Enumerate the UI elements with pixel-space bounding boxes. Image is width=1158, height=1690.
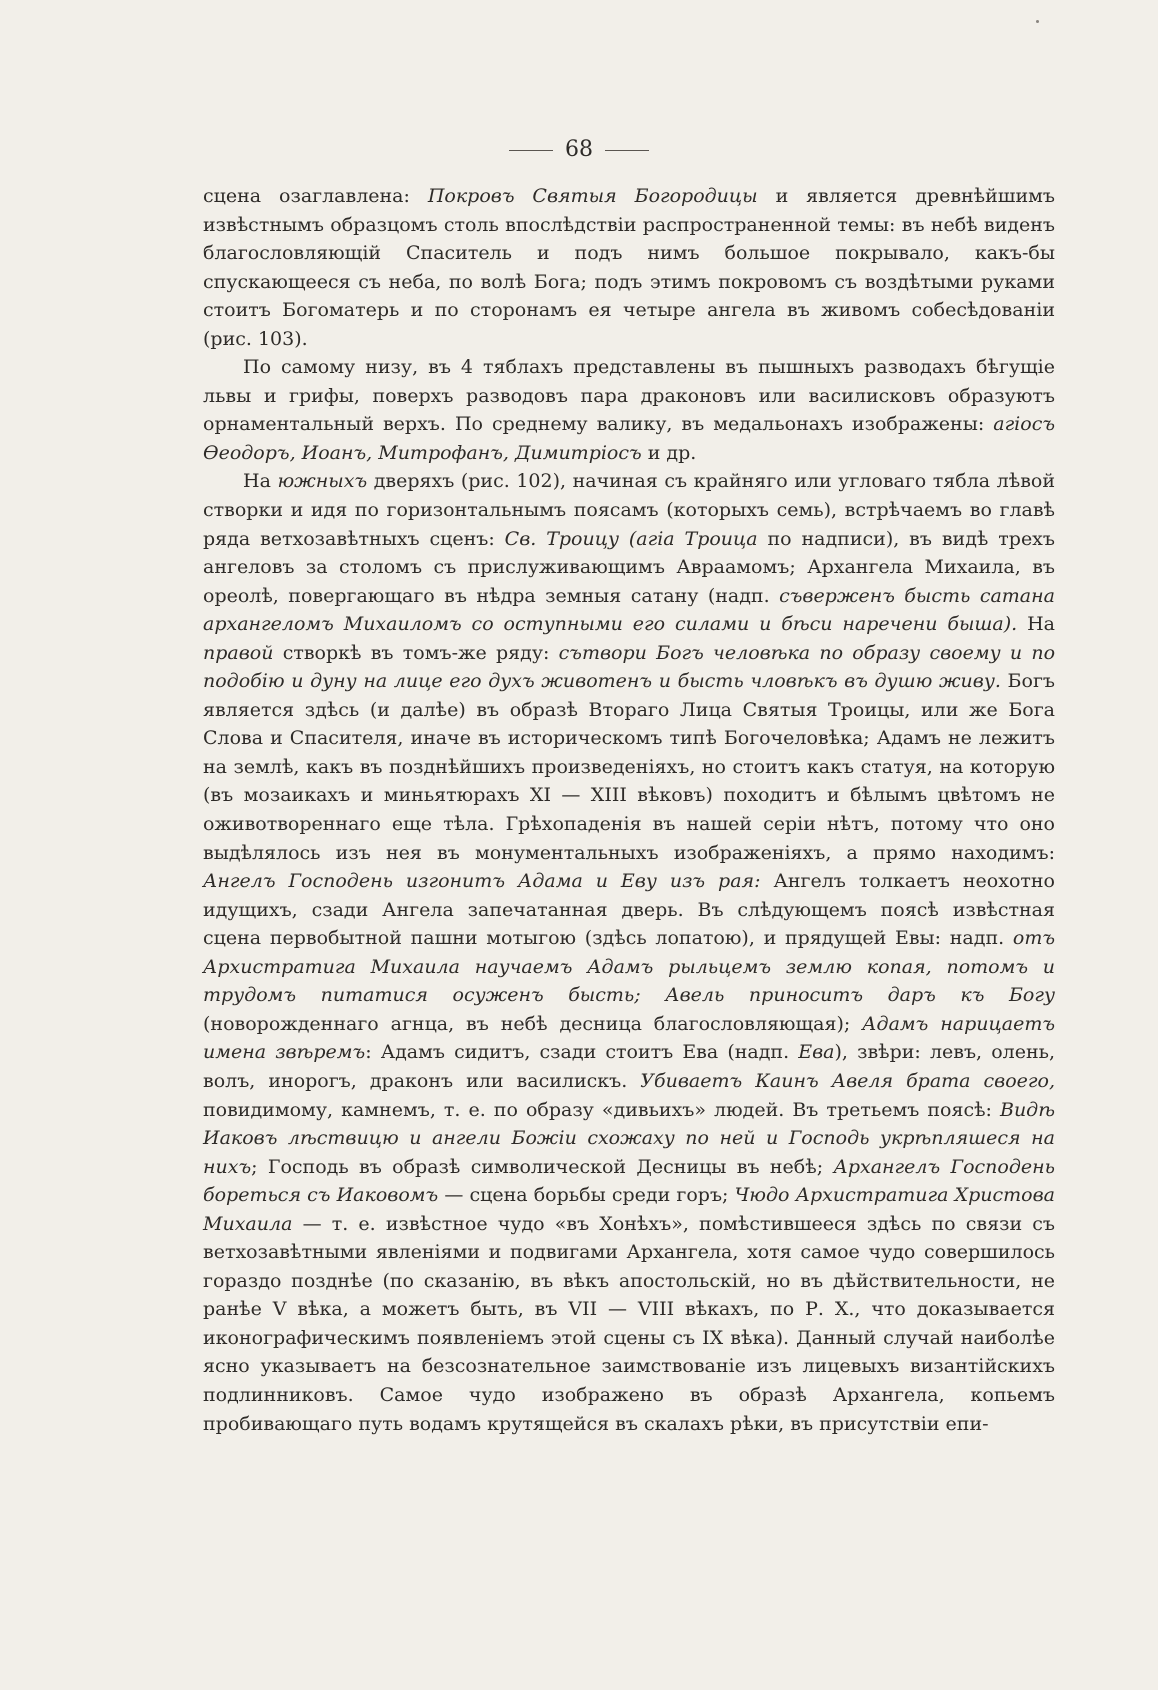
text-run: створкѣ въ томъ-же ряду: bbox=[273, 641, 559, 664]
text-run: ; Господь въ образѣ символической Десницы въ небѣ; bbox=[251, 1155, 834, 1178]
italic-text: южныхъ bbox=[277, 470, 368, 493]
text-run: (новорожденнаго агнца, въ небѣ десница благословляющая); bbox=[203, 1012, 863, 1035]
italic-text: Архангелъ Господень бореться съ Иаковомъ bbox=[203, 1155, 1055, 1207]
italic-text: отъ Архистратига Михаила научаемъ Адамъ рыльцемъ землю копая, потомъ и трудомъ питатися осуженъ бысть; Авель приноситъ даръ къ Богу bbox=[203, 927, 1055, 1007]
italic-text: правой bbox=[203, 641, 274, 664]
text-run: и является древнѣйшимъ извѣстнымъ образцомъ столь впослѣдствіи распространенной темы: въ небѣ виденъ благословляющій Спаситель и подъ нимъ большое покрывало, какъ-бы спускающееся съ неба, по волѣ Бога; подъ этимъ покровомъ съ воздѣтыми руками стоитъ Богоматерь и по сторонамъ ея четыре ангела въ живомъ собесѣдованіи (рис. 103). bbox=[203, 185, 1055, 350]
italic-text: Убиваетъ Каинъ Авеля брата своего, bbox=[640, 1069, 1055, 1092]
paragraph bbox=[203, 182, 1055, 353]
italic-text: Покровъ Святыя Богородицы bbox=[427, 185, 758, 207]
italic-text: Ева bbox=[798, 1041, 835, 1064]
header-rule-right bbox=[605, 150, 649, 151]
text-run: На bbox=[1017, 613, 1055, 636]
text-run: На bbox=[243, 470, 278, 493]
text-run: дверяхъ (рис. 102), начиная съ крайняго или угловаго тябла лѣвой створки и идя по горизонтальнымъ поясамъ (которыхъ семь), встрѣчаемъ во главѣ ряда ветхозавѣтныхъ сценъ: bbox=[203, 470, 1055, 550]
paper-speck bbox=[1036, 20, 1039, 23]
text-run: — т. е. извѣстное чудо «въ Хонѣхъ», помѣстившееся здѣсь по связи съ ветхозавѣтными явленіями и подвигами Архангела, хотя самое чудо совершилось гораздо позднѣе (по сказанію, въ вѣкъ апостольскій, но въ дѣйствительности, не ранѣе V вѣка, а можетъ быть, въ VII — VIII вѣкахъ, по Р. Х., что доказывается иконографическимъ появленіемъ этой сцены съ IX вѣка). Данный случай наиболѣе ясно указываетъ на безсознательное заимствованіе изъ лицевыхъ византійскихъ подлинниковъ. Самое чудо изображено въ образѣ Архангела, копьемъ пробивающаго путь водамъ крутящейся въ скалахъ рѣки, въ присутствіи епи- bbox=[203, 1212, 1055, 1435]
text-run: : Адамъ сидитъ, сзади стоитъ Ева (надп. bbox=[365, 1041, 799, 1064]
page-number: 68 bbox=[565, 137, 593, 162]
italic-text: агіосъ Ѳеодоръ, Иоанъ, Митрофанъ, Димитріосъ bbox=[203, 413, 1055, 464]
italic-text: Св. Троицу (агіа Троица bbox=[504, 527, 758, 550]
body-text bbox=[203, 182, 1055, 1438]
text-run: сцена озаглавлена: bbox=[203, 185, 428, 207]
italic-text: Ангелъ Господень изгонитъ Адама и Еву изъ рая: bbox=[203, 870, 761, 893]
paragraph bbox=[203, 467, 1055, 1438]
text-run: повидимому, камнемъ, т. е. по образу «дивьихъ» людей. Въ третьемъ поясѣ: bbox=[203, 1098, 1000, 1121]
text-run: и др. bbox=[641, 441, 697, 464]
text-run: Ангелъ толкаетъ неохотно идущихъ, сзади Ангела запечатанная дверь. Въ слѣдующемъ поясѣ извѣстная сцена первобытной пашни мотыгою (здѣсь лопатою), и прядущей Евы: надп. bbox=[203, 870, 1055, 950]
text-run: По самому низу, въ 4 тяблахъ представлены въ пышныхъ разводахъ бѣгущіе львы и грифы, поверхъ разводовъ пара драконовъ или василисковъ образуютъ орнаментальный верхъ. По среднему валику, въ медальонахъ изображены: bbox=[203, 356, 1055, 436]
text-run: по надписи), въ видѣ трехъ ангеловъ за столомъ съ прислуживающимъ Авраамомъ; Архангела Михаила, въ ореолѣ, повергающаго въ нѣдра земныя сатану (надп. bbox=[203, 527, 1055, 607]
text-run: Богъ является здѣсь (и далѣе) въ образѣ Втораго Лица Святыя Троицы, или же Бога Слова и Спасителя, иначе въ историческомъ типѣ Богочеловѣка; Адамъ не лежитъ на землѣ, какъ въ позднѣйшихъ произведеніяхъ, но стоитъ какъ статуя, на которую (въ мозаикахъ и миньятюрахъ XI — XIII вѣковъ) походитъ и бѣлымъ цвѣтомъ не оживотвореннаго еще тѣла. Грѣхопаденія въ нашей серіи нѣтъ, потому что оно выдѣлялось изъ нея въ монументальныхъ изображеніяхъ, а прямо находимъ: bbox=[203, 670, 1055, 864]
text-run: ), звѣри: левъ, олень, волъ, инорогъ, драконъ или василискъ. bbox=[203, 1041, 1055, 1092]
paragraph bbox=[203, 353, 1055, 467]
text-run: — сцена борьбы среди горъ; bbox=[438, 1184, 735, 1207]
page-header bbox=[0, 136, 1158, 164]
italic-text: Адамъ нарицаетъ имена звѣремъ bbox=[203, 1012, 1055, 1064]
italic-text: сътвори Богъ человѣка по образу своему и по подобію и дуну на лице его духъ животенъ и бысть чловѣкъ въ душю живу. bbox=[203, 641, 1056, 693]
italic-text: Видѣ Иаковъ лѣствицю и ангели Божіи схожаху по ней и Господь укрѣпляшеся на нихъ bbox=[203, 1098, 1055, 1178]
header-rule-left bbox=[509, 150, 553, 151]
italic-text: Чюдо Архистратига Христова Михаила bbox=[203, 1184, 1056, 1235]
italic-text: съверженъ бысть сатана архангеломъ Михаиломъ со оступными его силами и бѣси наречени быша). bbox=[203, 584, 1055, 636]
